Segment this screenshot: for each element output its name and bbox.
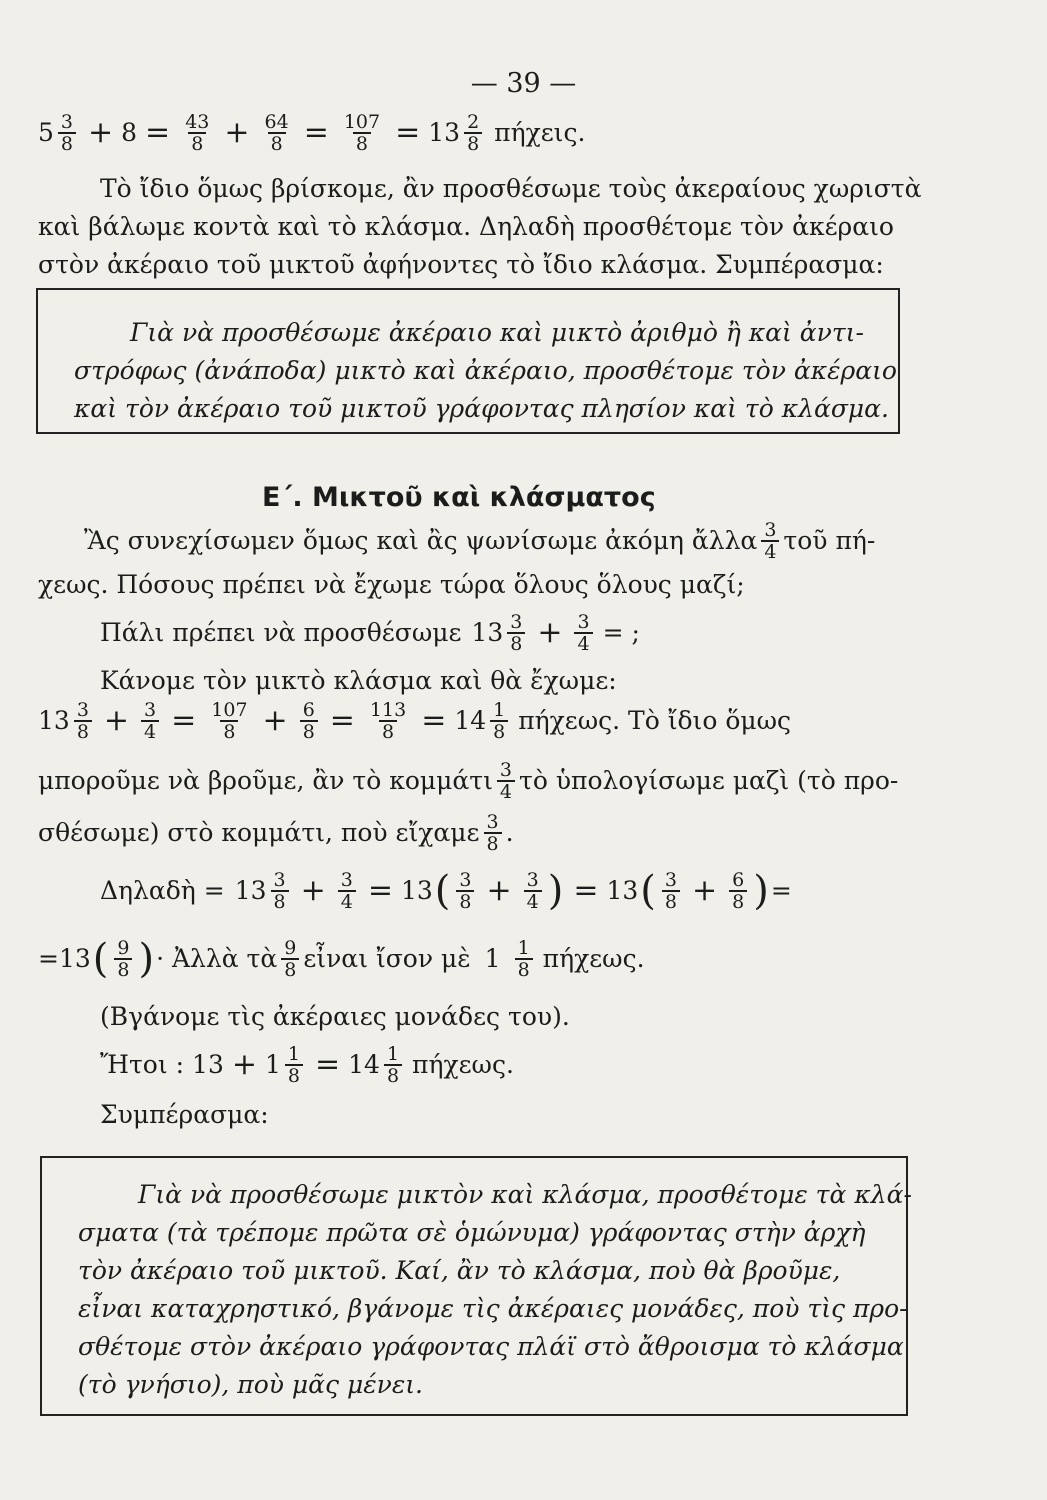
fraction: 3 8 <box>662 870 680 912</box>
equation-2 <box>38 700 791 742</box>
fraction: $\frac{6}{8}$ <box>729 870 747 912</box>
fraction: 1 8 <box>515 938 533 980</box>
paren-close: ) <box>138 936 155 982</box>
line-again-text: Πάλι πρέπει νὰ προσθέσωμε <box>100 618 462 647</box>
whole-number: 13 <box>234 876 267 905</box>
paren-open: ( <box>92 936 109 982</box>
unit-label: πήχεως. <box>542 944 645 973</box>
para1-line-1: Τὸ ἴδιο ὅμως βρίσκομε, ἂν προσθέσωμε τοὺς ἀκεραίους χωριστὰ <box>100 174 922 203</box>
box2-line-6: (τὸ γνήσιο), ποὺ μᾶς μένει. <box>78 1370 423 1399</box>
whole-number: 13 <box>606 876 639 905</box>
fraction: $\frac{1}{8}$ <box>285 1044 303 1086</box>
whole-number: 1 <box>484 944 501 973</box>
equation-2-tail: πήχεως. Τὸ ἴδιο ὅμως <box>518 706 792 735</box>
fraction: 3 8 <box>456 870 474 912</box>
fraction: $\frac{3}{4}$ <box>338 870 356 912</box>
line-continuation: χεως. Πόσους πρέπει νὰ ἔχωμε τώρα ὅλους ὅλους μαζί; <box>38 570 745 599</box>
whole-number: 1 <box>265 1050 281 1079</box>
paren-close: ) <box>547 868 564 914</box>
fraction: $\frac{6}{8}$ <box>300 700 318 742</box>
fraction: 9 8 <box>281 938 299 980</box>
whole-number: 13 <box>471 618 504 647</box>
fraction: 3 8 <box>271 870 289 912</box>
para2-line <box>84 520 875 562</box>
plus-sign: + <box>224 115 250 150</box>
equals-sign: = <box>367 873 393 908</box>
line-can <box>38 760 898 802</box>
box2-line-4: εἶναι καταχρηστικό, βγάνομε τὶς ἀκέραιες μονάδες, ποὺ τὶς προ- <box>78 1294 908 1323</box>
line-can-tail: τὸ ὑπολογίσωμε μαζὶ (τὸ προ- <box>518 766 899 795</box>
paren-close: ) <box>753 868 769 914</box>
box2-line-2: σματα (τὰ τρέπομε πρῶτα σὲ ὁμώνυμα) γράφοντας στὴν ἀρχὴ <box>78 1218 866 1247</box>
eq1-fraction-4: $\frac{107}{8}$ <box>343 111 381 155</box>
page-number: — 39 — <box>470 68 577 99</box>
eq1-fraction-2: $\frac{43}{8}$ <box>185 111 210 155</box>
whole-number: 13 <box>400 876 433 905</box>
para2-text: Ἂς συνεχίσωμεν ὅμως καὶ ἂς ψωνίσωμε ἀκόμη ἄλλα <box>84 526 758 555</box>
equation-3 <box>100 870 792 912</box>
eq1-fraction-3: $\frac{64}{8}$ <box>264 111 289 155</box>
rule-box-1 <box>36 288 900 434</box>
plus-sign: + <box>103 703 130 738</box>
unit-label: πήχεως. <box>412 1050 514 1079</box>
eq1-whole-result: 13 <box>428 118 461 147</box>
whole-number: 14 <box>454 706 487 735</box>
box2-line-1: Γιὰ νὰ προσθέσωμε μικτὸν καὶ κλάσμα, προσθέτομε τὰ κλά- <box>138 1180 912 1209</box>
line-add <box>38 812 514 854</box>
paren-open: ( <box>434 868 451 914</box>
equals-sign: = <box>303 115 329 150</box>
whole-number: 13 <box>192 1050 224 1079</box>
fraction: $\frac{3}{4}$ <box>524 870 542 912</box>
para1-line-2: καὶ βάλωμε κοντὰ καὶ τὸ κλάσμα. Δηλαδὴ προσθέτομε τὸν ἀκέραιο <box>38 212 894 241</box>
plus-sign: + <box>231 1047 257 1082</box>
whole-number: 13 <box>38 706 70 735</box>
equals-sign: = <box>573 873 599 908</box>
equation-4 <box>38 938 645 980</box>
fraction: $\frac{3}{4}$ <box>574 612 592 654</box>
fraction: 3 8 <box>484 812 502 854</box>
equation-5-label: Ἤτοι : <box>100 1050 185 1079</box>
fraction: $\frac{113}{8}$ <box>369 699 407 743</box>
equation-3-label: Δηλαδὴ = <box>100 876 225 905</box>
box1-line-1: Γιὰ νὰ προσθέσωμε ἀκέραιο καὶ μικτὸ ἀριθμὸ ἢ καὶ ἀντι- <box>130 318 864 347</box>
equals-sign: = <box>171 703 197 738</box>
fraction: 1 8 <box>384 1044 402 1086</box>
equals-sign: = <box>421 703 447 738</box>
fraction: $\frac{107}{8}$ <box>211 699 248 743</box>
eq1-fraction-5: 2 8 <box>464 112 482 154</box>
equation-4-start: =13 <box>38 944 91 973</box>
conclusion-label: Συμπέρασμα: <box>100 1100 269 1129</box>
line-again <box>100 612 640 654</box>
plus-sign: + <box>300 873 326 908</box>
equation-4-text-2: εἶναι ἴσον μὲ <box>303 944 471 973</box>
equals-query: = ; <box>602 618 640 647</box>
line-make: Κάνομε τὸν μικτὸ κλάσμα καὶ θὰ ἔχωμε: <box>100 666 617 695</box>
section-heading: Ε΄. Μικτοῦ καὶ κλάσματος <box>262 482 656 513</box>
box2-line-5: σθέτομε στὸν ἀκέραιο γράφοντας πλάϊ στὸ ἄθροισμα τὸ κλάσμα <box>78 1332 904 1361</box>
rule-box-2 <box>40 1156 912 1416</box>
box1-line-3: καὶ τὸν ἀκέραιο τοῦ μικτοῦ γράφοντας πλησίον καὶ τὸ κλάσμα. <box>74 394 889 423</box>
equals-sign: = <box>395 115 421 150</box>
fraction: 3 4 <box>497 760 515 802</box>
fraction: 1 8 <box>490 700 508 742</box>
equation-1 <box>38 112 585 154</box>
eq1-term: 8 <box>121 118 138 147</box>
equals-sign: = <box>315 1047 341 1082</box>
fraction: 3 8 <box>507 612 525 654</box>
unit-label: πήχεις. <box>494 118 586 147</box>
plus-sign: + <box>486 873 512 908</box>
line-add-text: σθέσωμε) στὸ κομμάτι, ποὺ εἴχαμε <box>38 818 480 847</box>
plus-sign: + <box>691 873 718 908</box>
fraction: $\frac{3}{4}$ <box>141 700 159 742</box>
line-remove: (Βγάνομε τὶς ἀκέραιες μονάδες του). <box>100 1002 570 1031</box>
equals-sign: = <box>329 703 355 738</box>
eq1-fraction-1: 3 8 <box>58 112 76 154</box>
para1-line-3: στὸν ἀκέραιο τοῦ μικτοῦ ἀφήνοντες τὸ ἴδιο κλάσμα. Συμπέρασμα: <box>38 250 884 279</box>
period: . <box>505 818 514 847</box>
fraction: 9 8 <box>114 938 132 980</box>
paren-open: ( <box>640 868 656 914</box>
equation-5 <box>100 1044 514 1086</box>
para2-text-end: τοῦ πή- <box>783 526 876 555</box>
plus-sign: + <box>262 703 288 738</box>
whole-number: 14 <box>348 1050 380 1079</box>
line-can-text: μποροῦμε νὰ βροῦμε, ἂν τὸ κομμάτι <box>38 766 493 795</box>
fraction: 3 8 <box>74 700 92 742</box>
box1-line-2: στρόφως (ἀνάποδα) μικτὸ καὶ ἀκέραιο, προσθέτομε τὸν ἀκέραιο <box>74 356 897 385</box>
plus-sign: + <box>537 615 563 650</box>
eq1-whole: 5 <box>38 118 54 147</box>
equals-sign: = <box>770 876 792 905</box>
equals-sign: = <box>145 115 171 150</box>
equation-4-text: · Ἀλλὰ τὰ <box>156 944 278 973</box>
para2-fraction: 3 4 <box>761 520 779 562</box>
plus-sign: + <box>88 115 114 150</box>
box2-line-3: τὸν ἀκέραιο τοῦ μικτοῦ. Καί, ἂν τὸ κλάσμα, ποὺ θὰ βροῦμε, <box>78 1256 841 1285</box>
